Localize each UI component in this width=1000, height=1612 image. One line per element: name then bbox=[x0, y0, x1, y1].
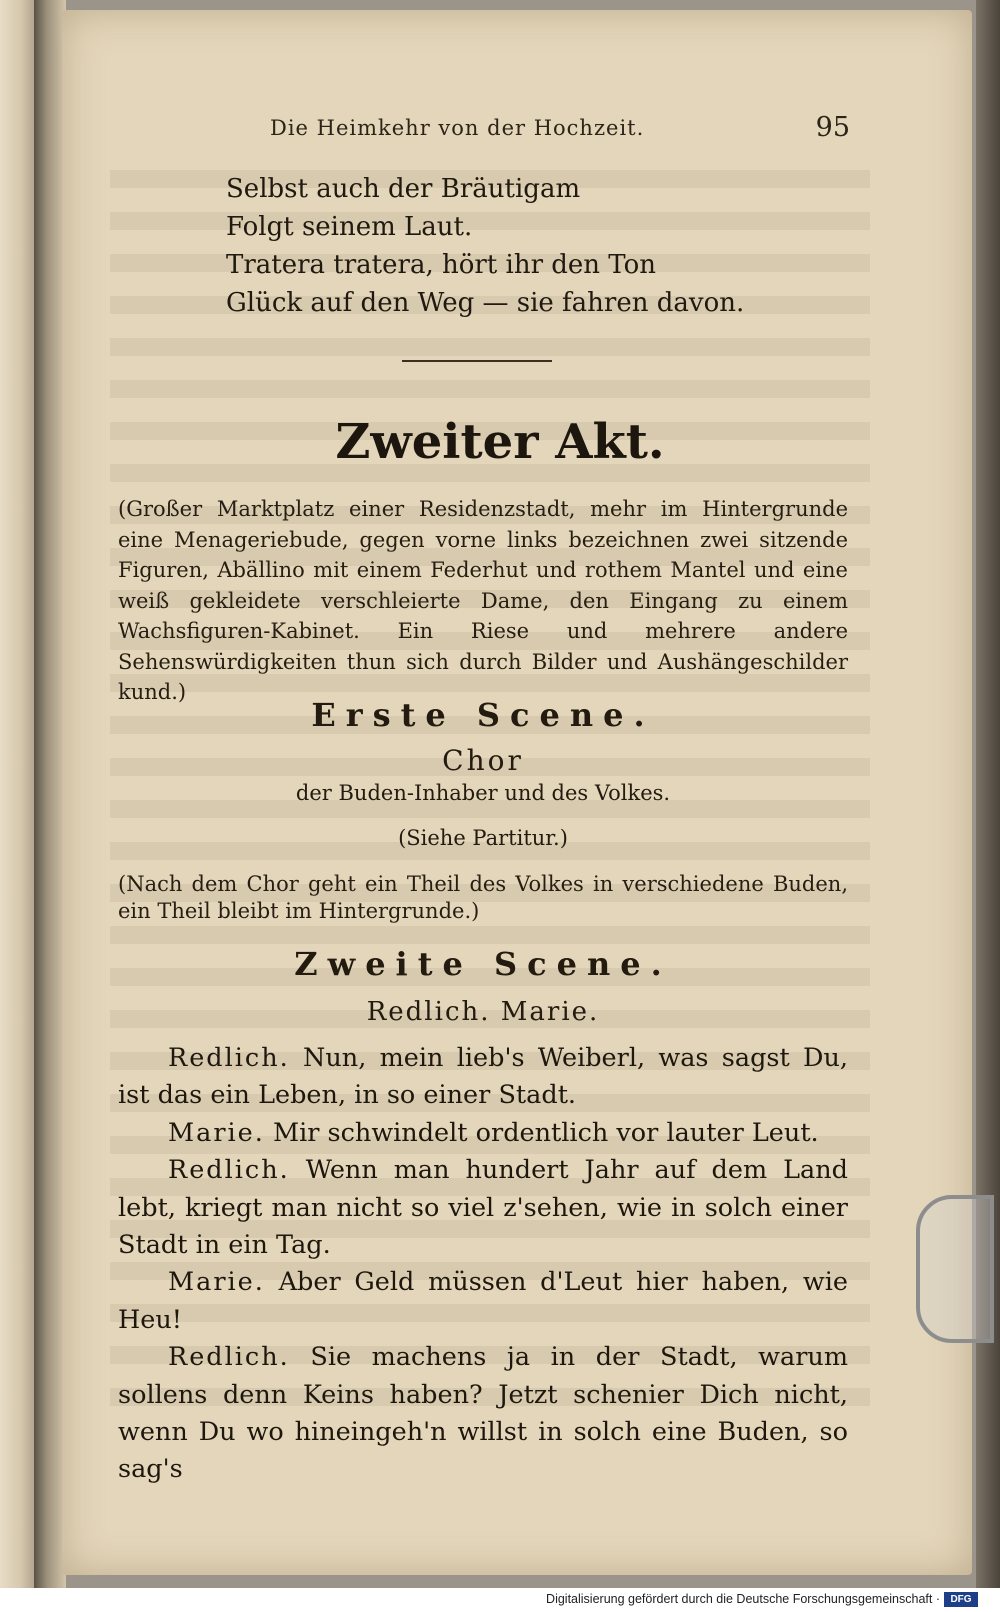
scene2-persons: Redlich. Marie. bbox=[366, 997, 600, 1027]
running-title: Die Heimkehr von der Hochzeit. bbox=[270, 116, 645, 140]
page-header bbox=[270, 112, 850, 146]
score-note: (Siehe Partitur.) bbox=[398, 826, 568, 850]
speech-text: Wenn man hundert Jahr auf dem Land lebt, kriegt man nicht so viel z'sehen, wie in solch einer Stadt in ein Tag. bbox=[118, 1155, 848, 1261]
verse-line: Glück auf den Weg — sie fahren davon. bbox=[226, 288, 745, 318]
act-stage-direction: (Großer Marktplatz einer Residenzstadt, mehr im Hintergrunde eine Menageriebude, gegen vorne links bezeichnen zwei sitzende Figuren, Abällino mit einem Federhut und rothem Mantel und eine weiß gekleidete verschleierte Dame, den Eingang zu einem Wachsfiguren-Kabinet. Ein Riese und mehrere andere Sehenswürdigkeiten thun sich durch Bilder und Aushängeschilder kund.) bbox=[118, 497, 848, 704]
funding-credit: Digitalisierung gefördert durch die Deutsche Forschungsgemeinschaft · bbox=[546, 1592, 940, 1606]
speech-text: Mir schwindelt ordentlich vor lauter Leut. bbox=[272, 1117, 819, 1148]
page-edge bbox=[976, 0, 1000, 1588]
scene1-stage-direction: (Nach dem Chor geht ein Theil des Volkes in verschiedene Buden, ein Theil bleibt im Hintergrunde.) bbox=[118, 872, 848, 923]
chorus-subheading: der Buden-Inhaber und des Volkes. bbox=[295, 781, 671, 805]
scene2-title: Zweite Scene. bbox=[294, 945, 672, 983]
chorus-heading: Chor bbox=[442, 744, 524, 777]
dfg-logo: DFG bbox=[944, 1592, 978, 1607]
book-spine bbox=[0, 0, 34, 1588]
verse-line: Selbst auch der Bräutigam bbox=[226, 174, 581, 204]
footer-bar bbox=[0, 1588, 1000, 1612]
speaker-name: Marie. bbox=[168, 1267, 265, 1298]
scene1-title: Erste Scene. bbox=[311, 696, 655, 734]
verse-line: Tratera tratera, hört ihr den Ton bbox=[226, 250, 657, 280]
verse-line: Folgt seinem Laut. bbox=[226, 212, 473, 242]
speaker-name: Redlich. bbox=[168, 1043, 290, 1073]
speech-text: Aber Geld müssen d'Leut hier haben, wie Heu! bbox=[118, 1267, 848, 1335]
verse-block bbox=[226, 170, 806, 322]
dialogue-line bbox=[118, 1264, 848, 1339]
page-clip bbox=[916, 1195, 994, 1343]
dialogue-line bbox=[118, 1115, 848, 1152]
dialogue-line bbox=[118, 1040, 848, 1115]
speech-text: Sie machens ja in der Stadt, warum sollens denn Keins haben? Jetzt schenier Dich nicht, wenn Du wo hineingeh'n willst in solch eine Buden, so sag's bbox=[118, 1342, 848, 1485]
speech-text: Nun, mein lieb's Weiberl, was sagst Du, ist das ein Leben, in so einer Stadt. bbox=[118, 1043, 848, 1111]
speaker-name: Redlich. bbox=[168, 1155, 290, 1186]
dialogue-block bbox=[118, 1040, 848, 1489]
speaker-name: Marie. bbox=[168, 1117, 265, 1148]
dialogue-line bbox=[118, 1152, 848, 1264]
page-number: 95 bbox=[815, 112, 850, 143]
act-title: Zweiter Akt. bbox=[335, 414, 665, 470]
speaker-name: Redlich. bbox=[168, 1342, 290, 1373]
dialogue-line bbox=[118, 1339, 848, 1489]
section-rule bbox=[402, 360, 552, 362]
